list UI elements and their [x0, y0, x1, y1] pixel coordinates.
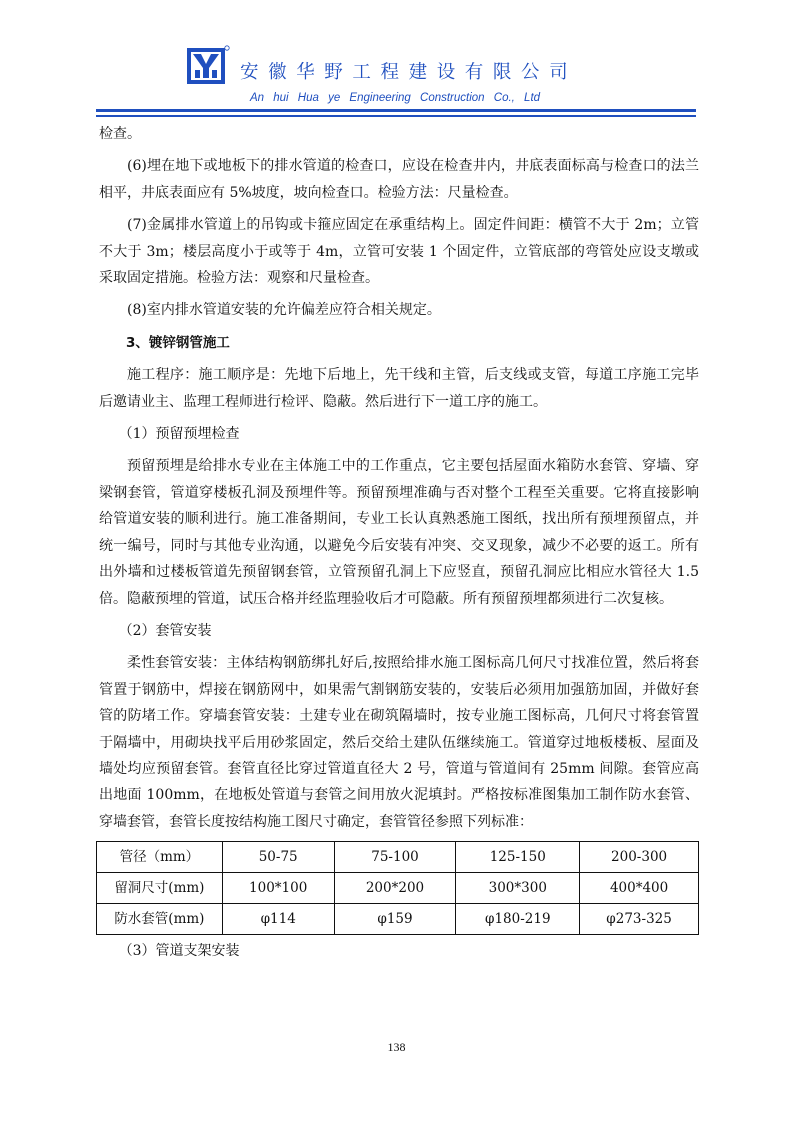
paragraph: (7)金属排水管道上的吊钩或卡箍应固定在承重结构上。固定件间距：横管不大于 2m；立管不大于 3m；楼层高度小于或等于 4m，立管可安装 1 个固定件，立管底部的弯管处应设支墩或采取固定措施。检验方法：观察和尺量检查。: [99, 217, 699, 287]
table-cell: 防水套管(mm): [97, 904, 223, 935]
subsection-heading: （2）套管安装: [118, 622, 212, 639]
table-cell: 管径（mm）: [97, 842, 223, 873]
table-cell: φ273-325: [580, 904, 699, 935]
document-body: [99, 121, 699, 971]
company-name-en: An hui Hua ye Engineering Construction Co., Ltd: [250, 92, 541, 104]
header-rule-thin: [96, 115, 696, 117]
paragraph: 柔性套管安装：主体结构钢筋绑扎好后,按照给排水施工图标高几何尺寸找准位置，然后将套管置于钢筋中，焊接在钢筋网中，如果需气割钢筋安装的，安装后必须用加强筋加固，并做好套管的防堵工作。穿墙套管安装：土建专业在砌筑隔墙时，按专业施工图标高，几何尺寸将套管置于隔墙中，用砌块找平后用砂浆固定，然后交给土建队伍继续施工。管道穿过地板楼板、屋面及墙处均应预留套管。套管直径比穿过管道直径大 2 号，管道与管道间有 25mm 间隙。套管应高出地面 100mm，在地板处管道与套管之间用放火泥填封。严格按标准图集加工制作防水套管、穿墙套管，套管长度按结构施工图尺寸确定，套管管径参照下列标准：: [99, 655, 699, 830]
page-header: [0, 0, 793, 120]
company-logo-icon: [186, 44, 230, 88]
paragraph: 施工程序：施工顺序是：先地下后地上，先干线和主管，后支线或支管，每道工序施工完毕后邀请业主、监理工程师进行检评、隐蔽。然后进行下一道工序的施工。: [99, 367, 699, 410]
table-cell: 125-150: [456, 842, 580, 873]
table-cell: 100*100: [222, 873, 334, 904]
paragraph: (6)埋在地下或地板下的排水管道的检查口，应设在检查井内，井底表面标高与检查口的法兰相平，井底表面应有 5%坡度，坡向检查口。检验方法：尺量检查。: [99, 158, 699, 201]
table-cell: 200*200: [334, 873, 456, 904]
table-cell: φ159: [334, 904, 456, 935]
paragraph: 预留预埋是给排水专业在主体施工中的工作重点，它主要包括屋面水箱防水套管、穿墙、穿梁钢套管，管道穿楼板孔洞及预埋件等。预留预埋准确与否对整个工程至关重要。它将直接影响给管道安装的顺利进行。施工准备期间，专业工长认真熟悉施工图纸，找出所有预埋预留点，并统一编号，同时与其他专业沟通，以避免今后安装有冲突、交叉现象，减少不必要的返工。所有出外墙和过楼板管道先预留钢套管，立管预留孔洞上下应竖直，预留孔洞应比相应水管径大 1.5倍。隐蔽预埋的管道，试压合格并经监理验收后才可隐蔽。所有预留预埋都须进行二次复核。: [99, 458, 699, 607]
table-row: [97, 873, 699, 904]
sleeve-spec-table: [96, 841, 699, 935]
table-cell: φ114: [222, 904, 334, 935]
table-cell: 300*300: [456, 873, 580, 904]
subsection-heading: （1）预留预埋检查: [118, 426, 240, 443]
section-heading: 3、镀锌钢管施工: [126, 334, 230, 351]
table-cell: 留洞尺寸(mm): [97, 873, 223, 904]
table-cell: 200-300: [580, 842, 699, 873]
paragraph: 检查。: [99, 126, 141, 142]
header-rule-thick: [96, 109, 696, 112]
company-name-cn: 安徽华野工程建设有限公司: [240, 62, 578, 83]
table-cell: 400*400: [580, 873, 699, 904]
table-row: [97, 904, 699, 935]
table-cell: 75-100: [334, 842, 456, 873]
paragraph: (8)室内排水管道安装的允许偏差应符合相关规定。: [127, 302, 441, 319]
table-cell: φ180-219: [456, 904, 580, 935]
table-row: [97, 842, 699, 873]
page-number: 138: [387, 1040, 406, 1054]
subsection-heading: （3）管道支架安装: [118, 943, 240, 960]
table-cell: 50-75: [222, 842, 334, 873]
